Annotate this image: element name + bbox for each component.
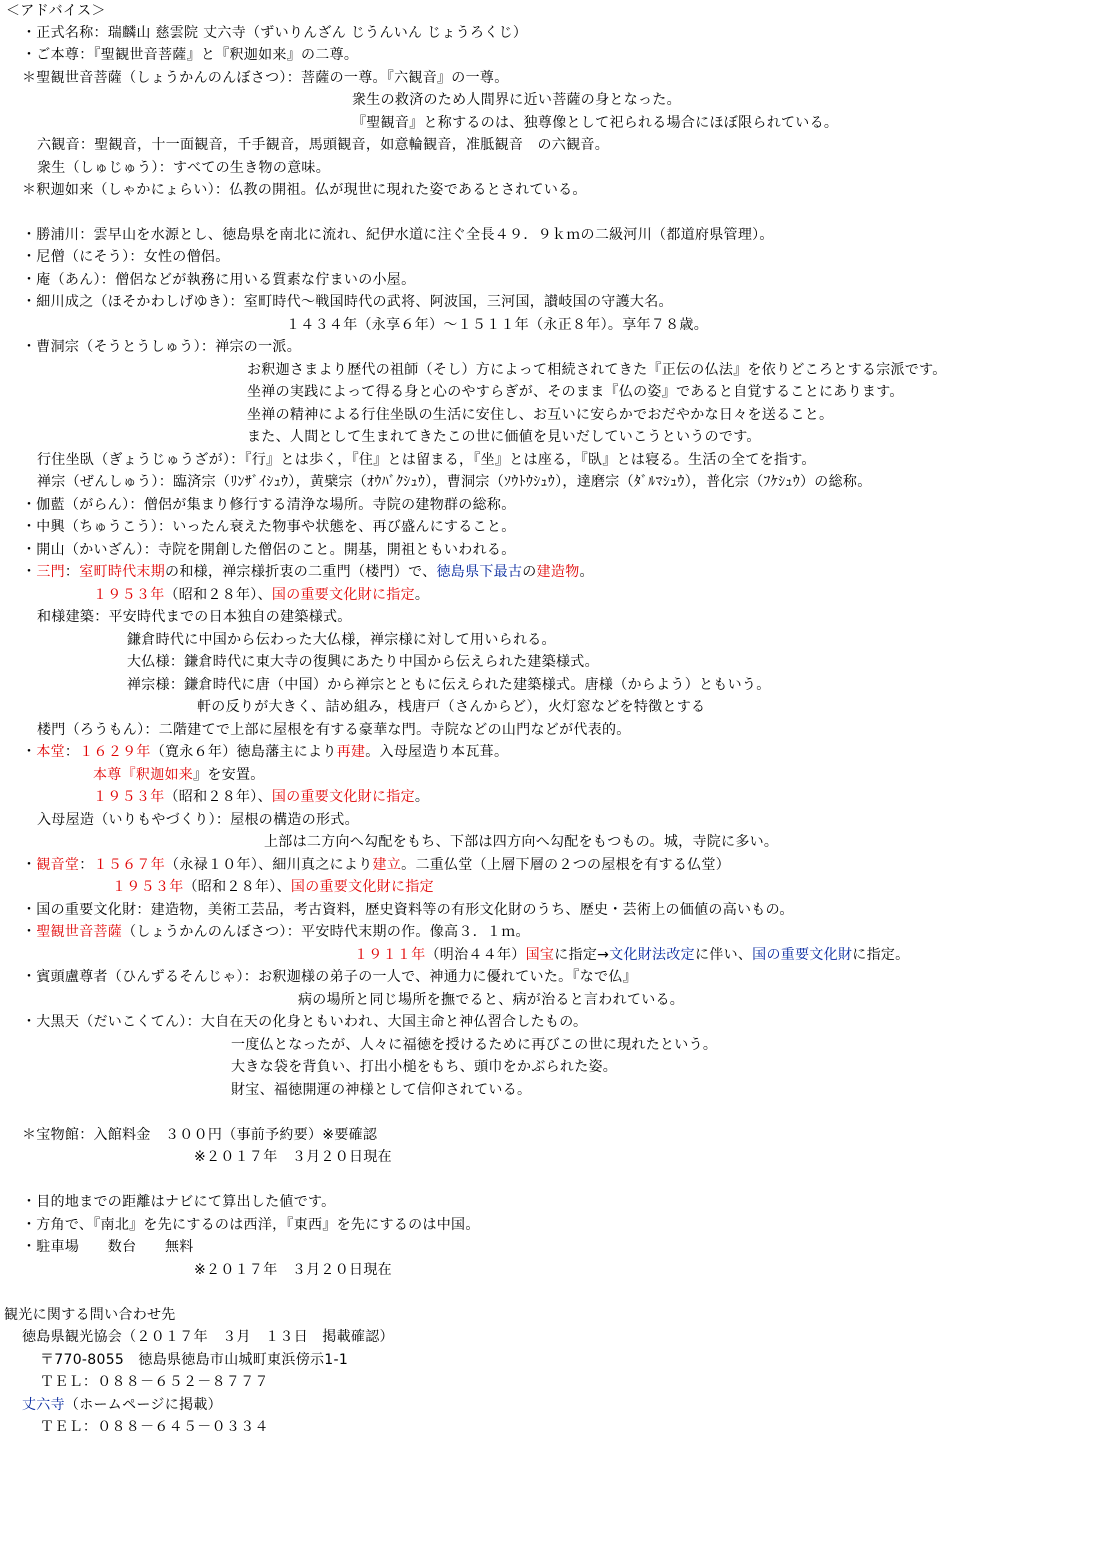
line-text: 和様建築：平安時代までの日本独自の建築様式。 bbox=[37, 609, 352, 625]
text-line bbox=[22, 1328, 394, 1346]
line-text: ・ご本尊：『聖観世音菩薩』と『釈迦如来』の二尊。 bbox=[22, 47, 359, 63]
highlight-red-text: 国の重要文化財に指定 bbox=[290, 879, 434, 895]
line-text: 楼門（ろうもん）：二階建てで上部に屋根を有する豪華な門。寺院などの山門などが代表的。 bbox=[37, 722, 631, 738]
line-text: ・国の重要文化財：建造物，美術工芸品，考古資料，歴史資料等の有形文化財のうち、歴史・芸術上の価値の高いもの。 bbox=[22, 902, 794, 918]
highlight-red-text: 観音堂 bbox=[36, 857, 80, 873]
line-text: ・曹洞宗（そうとうしゅう）：禅宗の一派。 bbox=[22, 339, 301, 355]
line-text: 禅宗様：鎌倉時代に唐（中国）から禅宗とともに伝えられた建築様式。唐様（からよう）ともいう。 bbox=[127, 677, 771, 693]
text-line bbox=[352, 91, 681, 109]
text-line bbox=[231, 1058, 617, 1076]
text-line bbox=[22, 923, 530, 941]
line-text: 観光に関する問い合わせ先 bbox=[4, 1307, 176, 1323]
text-line bbox=[22, 968, 637, 986]
highlight-red-text: １６２９年 bbox=[79, 744, 151, 760]
highlight-red-text: １９５３年 bbox=[93, 789, 165, 805]
line-text: ＊宝物館：入館料金 ３００円（事前予約要）※要確認 bbox=[22, 1127, 378, 1143]
line-text: 軒の反りが大きく、詰め組み，桟唐戸（さんからど），火灯窓などを特徴とする bbox=[197, 699, 706, 715]
highlight-red-text: 建立 bbox=[372, 857, 402, 873]
text-line bbox=[194, 1148, 392, 1166]
line-text: （永禄１０年）、細川真之により bbox=[165, 857, 373, 873]
text-line bbox=[37, 136, 609, 154]
text-line bbox=[22, 901, 794, 919]
line-text: 入母屋造（いりもやづくり）：屋根の構造の形式。 bbox=[37, 812, 359, 828]
text-line bbox=[22, 338, 301, 356]
line-text: １４３４年（永享６年）～１５１１年（永正８年）。享年７８歳。 bbox=[286, 317, 708, 333]
text-line bbox=[37, 721, 631, 739]
text-line bbox=[22, 743, 508, 761]
line-text: 衆生（しゅじゅう）：すべての生き物の意味。 bbox=[37, 160, 331, 176]
line-text: ＊聖観世音菩薩（しょうかんのんぼさつ）：菩薩の一尊。『六観音』の一尊。 bbox=[22, 70, 509, 86]
text-line bbox=[247, 383, 904, 401]
highlight-red-text: １９５３年 bbox=[93, 587, 165, 603]
line-text: ・伽藍（がらん）：僧侶が集まり修行する清浄な場所。寺院の建物群の総称。 bbox=[22, 497, 516, 513]
line-text: （しょうかんのんぼさつ）：平安時代末期の作。像高３．１ｍ。 bbox=[122, 924, 530, 940]
text-line bbox=[231, 1081, 531, 1099]
highlight-blue-text: 丈六寺 bbox=[22, 1397, 65, 1413]
line-text: 。入母屋造り本瓦葺。 bbox=[365, 744, 509, 760]
text-line bbox=[93, 788, 429, 806]
line-text: 。 bbox=[579, 564, 594, 580]
line-text: 鎌倉時代に中国から伝わった大仏様，禅宗様に対して用いられる。 bbox=[127, 632, 556, 648]
line-text: ・正式名称：瑞麟山 慈雲院 丈六寺（ずいりんざん じうんいん じょうろくじ） bbox=[22, 25, 528, 41]
line-text: ※２０１７年 ３月２０日現在 bbox=[194, 1149, 392, 1165]
line-text: に伴い、 bbox=[694, 947, 753, 963]
line-text: ・大黒天（だいこくてん）：大自在天の化身ともいわれ、大国主命と神仏習合したもの。 bbox=[22, 1014, 588, 1030]
line-text: の和様，禅宗様折衷の二重門（楼門）で、 bbox=[165, 564, 437, 580]
highlight-red-text: 釈迦如来 bbox=[135, 767, 194, 783]
text-line bbox=[37, 811, 359, 829]
line-text: 。二重仏堂（上層下層の２つの屋根を有する仏堂） bbox=[401, 857, 731, 873]
text-line bbox=[22, 181, 587, 199]
text-line bbox=[194, 1261, 392, 1279]
text-line bbox=[40, 1373, 269, 1391]
text-line bbox=[22, 563, 594, 581]
text-line bbox=[37, 159, 330, 177]
text-line bbox=[247, 406, 833, 424]
line-text: ・庵（あん）：僧侶などが執務に用いる質素な佇まいの小屋。 bbox=[22, 272, 416, 288]
line-text: 』を安置。 bbox=[193, 767, 265, 783]
text-line bbox=[127, 653, 599, 671]
text-line bbox=[93, 586, 429, 604]
text-line bbox=[40, 1351, 348, 1369]
highlight-red-text: 国宝 bbox=[525, 947, 555, 963]
text-line bbox=[37, 608, 352, 626]
line-text: に指定。 bbox=[852, 947, 910, 963]
text-line bbox=[22, 856, 730, 874]
text-line bbox=[37, 473, 872, 491]
line-text: 病の場所と同じ場所を撫でると、病が治ると言われている。 bbox=[298, 992, 685, 1008]
text-line bbox=[22, 226, 774, 244]
line-text: ・開山（かいざん）：寺院を開創した僧侶のこと。開基，開祖ともいわれる。 bbox=[22, 542, 516, 558]
line-text: ： bbox=[64, 564, 80, 580]
text-line bbox=[22, 1396, 222, 1414]
line-text: ・尼僧（にそう）：女性の僧侶。 bbox=[22, 249, 230, 265]
text-line bbox=[22, 518, 516, 536]
text-line bbox=[37, 451, 816, 469]
highlight-blue-text: 国の重要文化財 bbox=[752, 947, 853, 963]
line-text: ： bbox=[64, 744, 80, 760]
text-line bbox=[22, 24, 527, 42]
text-line bbox=[352, 114, 838, 132]
line-text: ・ bbox=[22, 564, 37, 580]
highlight-red-text: 聖観世音菩薩 bbox=[36, 924, 123, 940]
line-text: ・方角で、『南北』を先にするのは西洋，『東西』を先にするのは中国。 bbox=[22, 1217, 480, 1233]
text-line bbox=[22, 69, 509, 87]
line-text: 坐禅の実践によって得る身と心のやすらぎが、そのまま『仏の姿』であると自覚することにあります。 bbox=[247, 384, 904, 400]
text-line bbox=[22, 248, 230, 266]
highlight-red-text: 国の重要文化財に指定 bbox=[271, 789, 415, 805]
text-line bbox=[247, 361, 947, 379]
text-line bbox=[112, 878, 434, 896]
text-line bbox=[22, 46, 358, 64]
line-text: ・勝浦川：雲早山を水源とし、徳島県を南北に流れ、紀伊水道に注ぐ全長４９．９ｋｍの二級河川（都道府県管理）。 bbox=[22, 227, 774, 243]
line-text: 衆生の救済のため人間界に近い菩薩の身となった。 bbox=[352, 92, 681, 108]
highlight-red-text: １５６７年 bbox=[93, 857, 166, 873]
text-line bbox=[286, 316, 708, 334]
highlight-blue-text: 文化財法改定 bbox=[609, 947, 695, 963]
line-text: の bbox=[522, 564, 537, 580]
text-line bbox=[4, 1306, 176, 1324]
text-line bbox=[22, 293, 673, 311]
highlight-red-text: 室町時代末期 bbox=[79, 564, 166, 580]
text-line bbox=[247, 428, 761, 446]
text-line bbox=[22, 1013, 587, 1031]
text-line bbox=[298, 991, 684, 1009]
text-line bbox=[22, 496, 516, 514]
line-text: お釈迦さまより歴代の祖師（そし）方によって相続されてきた『正伝の仏法』を依りどころとする宗派です。 bbox=[247, 362, 947, 378]
line-text: ・ bbox=[22, 857, 37, 873]
line-text: ・駐車場 数台 無料 bbox=[22, 1239, 194, 1255]
line-text: ＴＥＬ：０８８－６４５－０３３４ bbox=[40, 1419, 269, 1435]
line-text: ※２０１７年 ３月２０日現在 bbox=[194, 1262, 392, 1278]
line-text: 一度仏となったが、人々に福徳を授けるために再びこの世に現れたという。 bbox=[231, 1037, 718, 1053]
line-text: 大仏様：鎌倉時代に東大寺の復興にあたり中国から伝えられた建築様式。 bbox=[127, 654, 599, 670]
line-text: 。 bbox=[414, 587, 430, 603]
line-text: ＜アドバイス＞ bbox=[6, 3, 106, 19]
line-text: ・賓頭盧尊者（ひんずるそんじゃ）：お釈迦様の弟子の一人で、神通力に優れていた。『なで仏』 bbox=[22, 969, 637, 985]
line-text: ・ bbox=[22, 924, 37, 940]
highlight-red-text: 建造物 bbox=[536, 564, 580, 580]
line-text: （明治４４年） bbox=[425, 947, 526, 963]
highlight-red-text: １９５３年 bbox=[112, 879, 184, 895]
highlight-red-text: 三門 bbox=[36, 564, 65, 580]
line-text: 〒770-8055 徳島県徳島市山城町東浜傍示1-1 bbox=[40, 1352, 349, 1368]
highlight-red-text: 本尊『 bbox=[93, 767, 136, 783]
highlight-red-text: １９１１年 bbox=[354, 947, 426, 963]
line-text: 。 bbox=[414, 789, 430, 805]
line-text: ＊釈迦如来（しゃかにょらい）：仏教の開祖。仏が現世に現れた姿であるとされている。 bbox=[22, 182, 587, 198]
text-line bbox=[40, 1418, 269, 1436]
line-text: 行住坐臥（ぎょうじゅうざが）：『行』とは歩く，『住』とは留まる，『坐』とは座る，『臥』とは寝る。生活の全てを指す。 bbox=[37, 452, 816, 468]
line-text: 坐禅の精神による行住坐臥の生活に安住し、お互いに安らかでおだやかな日々を送ること。 bbox=[247, 407, 834, 423]
line-text: また、人間として生まれてきたこの世に価値を見いだしていこうというのです。 bbox=[247, 429, 761, 445]
text-line bbox=[22, 1216, 480, 1234]
text-line bbox=[231, 1036, 717, 1054]
highlight-blue-text: 徳島県下最古 bbox=[436, 564, 523, 580]
text-line bbox=[197, 698, 705, 716]
line-text: 財宝、福徳開運の神様として信仰されている。 bbox=[231, 1082, 532, 1098]
line-text: ・ bbox=[22, 744, 37, 760]
text-line bbox=[354, 946, 909, 964]
text-line bbox=[127, 676, 771, 694]
line-text: ・目的地までの距離はナビにて算出した値です。 bbox=[22, 1194, 336, 1210]
line-text: （寛永６年）徳島藩主により bbox=[150, 744, 337, 760]
line-text: （昭和２８年）、 bbox=[164, 789, 272, 805]
text-line bbox=[22, 1193, 335, 1211]
text-line bbox=[6, 2, 106, 20]
text-line bbox=[93, 766, 265, 784]
text-line bbox=[22, 1238, 194, 1256]
highlight-red-text: 再建 bbox=[336, 744, 366, 760]
line-text: （昭和２８年）、 bbox=[164, 587, 272, 603]
text-line bbox=[22, 1126, 377, 1144]
line-text: 禅宗（ぜんしゅう）：臨済宗（ﾘﾝｻﾞｲｼｭｳ），黄檗宗（ｵｳﾊﾞｸｼｭｳ），曹洞宗（ｿｳﾄｳｼｭｳ），達磨宗（ﾀﾞﾙﾏｼｭｳ），普化宗（ﾌｹｼｭｳ）の総称。 bbox=[37, 474, 872, 490]
highlight-red-text: 国の重要文化財に指定 bbox=[271, 587, 415, 603]
highlight-red-text: 本堂 bbox=[36, 744, 65, 760]
line-text: ＴＥＬ：０８８－６５２－８７７７ bbox=[40, 1374, 269, 1390]
text-line bbox=[22, 271, 415, 289]
line-text: ・中興（ちゅうこう）：いったん衰えた物事や状態を、再び盛んにすること。 bbox=[22, 519, 516, 535]
text-line bbox=[264, 833, 778, 851]
line-text: ・細川成之（ほそかわしげゆき）：室町時代～戦国時代の武将、阿波国，三河国，讃岐国の守護大名。 bbox=[22, 294, 673, 310]
line-text: 徳島県観光協会（２０１７年 ３月 １３日 掲載確認） bbox=[22, 1329, 394, 1345]
line-text: （昭和２８年）、 bbox=[183, 879, 291, 895]
text-line bbox=[22, 541, 516, 559]
line-text: （ホームページに掲載） bbox=[64, 1397, 222, 1413]
line-text: に指定→ bbox=[554, 947, 610, 963]
line-text: 六観音：聖観音，十一面観音，千手観音，馬頭観音，如意輪観音，准胝観音 の六観音。 bbox=[37, 137, 609, 153]
line-text: 『聖観音』と称するのは、独尊像として祀られる場合にほぼ限られている。 bbox=[352, 115, 839, 131]
line-text: 大きな袋を背負い、打出小槌をもち、頭巾をかぶられた姿。 bbox=[231, 1059, 618, 1075]
line-text: 上部は二方向へ勾配をもち、下部は四方向へ勾配をもつもの。城，寺院に多い。 bbox=[264, 834, 779, 850]
line-text: ： bbox=[79, 857, 94, 873]
text-line bbox=[127, 631, 556, 649]
